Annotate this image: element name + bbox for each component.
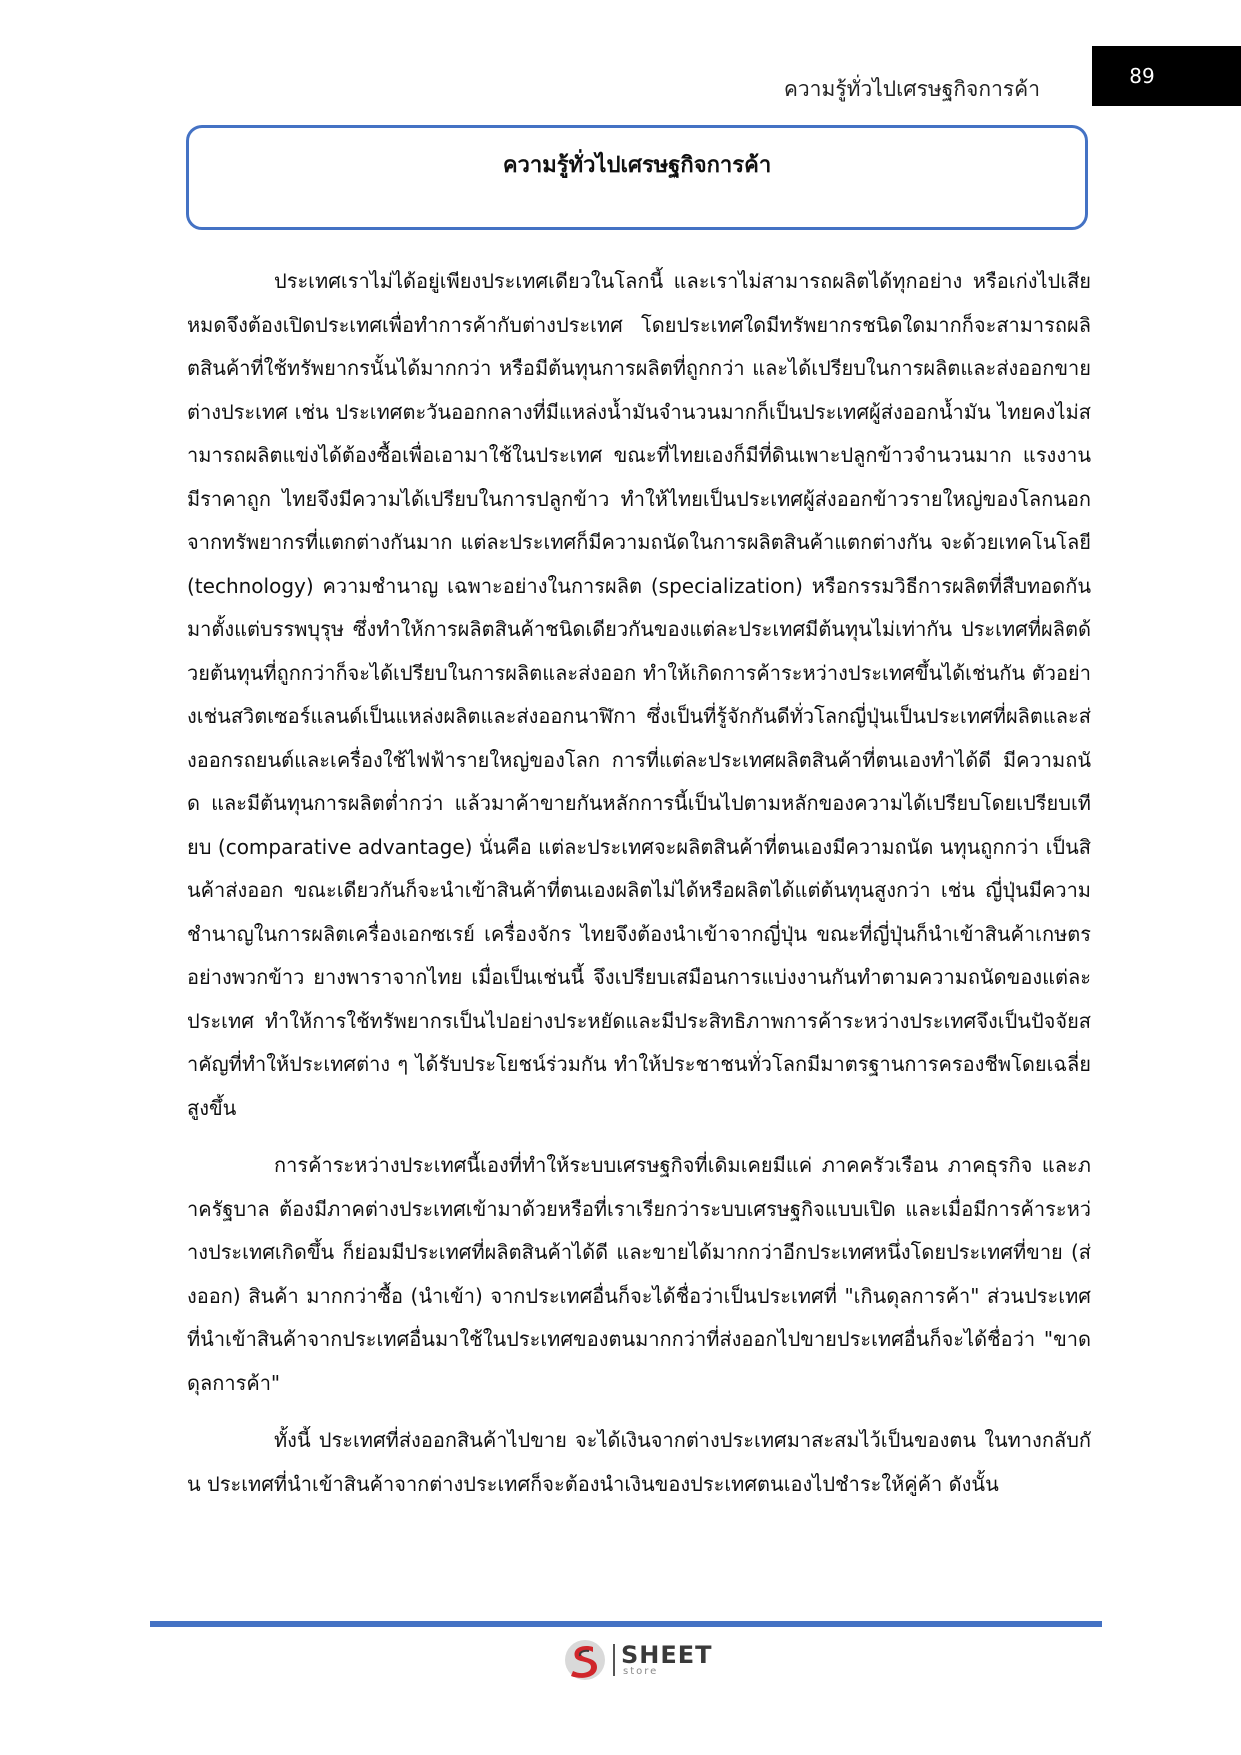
logo-divider [613, 1644, 615, 1676]
section-title: ความรู้ทั่วไปเศรษฐกิจการค้า [502, 153, 772, 178]
page-number-tab [1092, 46, 1241, 106]
body-text [187, 260, 1091, 1520]
logo-main-text: SHEET [621, 1641, 713, 1669]
paragraph-1: ประเทศเราไม่ได้อยู่เพียงประเทศเดียวในโลกนี้ และเราไม่สามารถผลิตได้ทุกอย่าง หรือเก่งไปเสียหมดจึงต้องเปิดประเทศเพื่อทำการค้ากับต่างประเทศ โดยประเทศใดมีทรัพยากรชนิดใดมากก็จะสามารถผลิตสินค้าที่ใช้ทรัพยากรนั้นได้มากกว่า หรือมีต้นทุนการผลิตที่ถูกกว่า และได้เปรียบในการผลิตและส่งออกขายต่างประเทศ เช่น ประเทศตะวันออกกลางที่มีแหล่งน้ำมันจำนวนมากก็เป็นประเทศผู้ส่งออกน้ำมัน ไทยคงไม่สามารถผลิตแข่งได้ต้องซื้อเพื่อเอามาใช้ในประเทศ ขณะที่ไทยเองก็มีที่ดินเพาะปลูกข้าวจำนวนมาก แรงงานมีราคาถูก ไทยจึงมีความได้เปรียบในการปลูกข้าว ทำให้ไทยเป็นประเทศผู้ส่งออกข้าวรายใหญ่ของโลกนอกจากทรัพยากรที่แตกต่างกันมาก แต่ละประเทศก็มีความถนัดในการผลิตสินค้าแตกต่างกัน จะด้วยเทคโนโลยี (technology) ความชำนาญ เฉพาะอย่างในการผลิต (specialization) หรือกรรมวิธีการผลิตที่สืบทอดกันมาตั้งแต่บรรพบุรุษ ซึ่งทำให้การผลิตสินค้าชนิดเดียวกันของแต่ละประเทศมีต้นทุนไม่เท่ากัน ประเทศที่ผลิตด้วยต้นทุนที่ถูกกว่าก็จะได้เปรียบในการผลิตและส่งออก ทำให้เกิดการค้าระหว่างประเทศขึ้นได้เช่นกัน ตัวอย่างเช่นสวิตเซอร์แลนด์เป็นแหล่งผลิตและส่งออกนาฬิกา ซึ่งเป็นที่รู้จักกันดีทั่วโลกญี่ปุ่นเป็นประเทศที่ผลิตและส่งออกรถยนต์และเครื่องใช้ไฟฟ้ารายใหญ่ของโลก การที่แต่ละประเทศผลิตสินค้าที่ตนเองทำได้ดี มีความถนัด และมีต้นทุนการผลิตต่ำกว่า แล้วมาค้าขายกันหลักการนี้เป็นไปตามหลักของความได้เปรียบโดยเปรียบเทียบ (comparative advantage) นั่นคือ แต่ละประเทศจะผลิตสินค้าที่ตนเองมีความถนัด นทุนถูกกว่า เป็นสินค้าส่งออก ขณะเดียวกันก็จะนำเข้าสินค้าที่ตนเองผลิตไม่ได้หรือผลิตได้แต่ต้นทุนสูงกว่า เช่น ญี่ปุ่นมีความชำนาญในการผลิตเครื่องเอกซเรย์ เครื่องจักร ไทยจึงต้องนำเข้าจากญี่ปุ่น ขณะที่ญี่ปุ่นก็นำเข้าสินค้าเกษตรอย่างพวกข้าว ยางพาราจากไทย เมื่อเป็นเช่นนี้ จึงเปรียบเสมือนการแบ่งงานกันทำตามความถนัดของแต่ละประเทศ ทำให้การใช้ทรัพยากรเป็นไปอย่างประหยัดและมีประสิทธิภาพการค้าระหว่างประเทศจึงเป็นปัจจัยสำคัญที่ทำให้ประเทศต่าง ๆ ได้รับประโยชน์ร่วมกัน ทำให้ประชาชนทั่วโลกมีมาตรฐานการครองชีพโดยเฉลี่ยสูงขึ้น [187, 269, 1091, 1120]
page-number: 89 [1129, 64, 1155, 88]
paragraph-2: การค้าระหว่างประเทศนี้เองที่ทำให้ระบบเศรษฐกิจที่เดิมเคยมีแค่ ภาคครัวเรือน ภาคธุรกิจ และภาครัฐบาล ต้องมีภาคต่างประเทศเข้ามาด้วยหรือที่เราเรียกว่าระบบเศรษฐกิจแบบเปิด และเมื่อมีการค้าระหว่างประเทศเกิดขึ้น ก็ย่อมมีประเทศที่ผลิตสินค้าได้ดี และขายได้มากกว่าอีกประเทศหนึ่งโดยประเทศที่ขาย (ส่งออก) สินค้า มากกว่าซื้อ (นำเข้า) จากประเทศอื่นก็จะได้ชื่อว่าเป็นประเทศที่ "เกินดุลการค้า" ส่วนประเทศที่นำเข้าสินค้าจากประเทศอื่นมาใช้ในประเทศของตนมากกว่าที่ส่งออกไปขายประเทศอื่นก็จะได้ชื่อว่า "ขาดดุลการค้า" [187, 1153, 1091, 1395]
sheet-store-logo [563, 1636, 723, 1684]
title-box [186, 125, 1088, 230]
logo-wordmark [621, 1643, 713, 1677]
running-header-title: ความรู้ทั่วไปเศรษฐกิจการค้า [783, 77, 1040, 101]
footer-rule [150, 1621, 1102, 1627]
sheet-store-s-icon [563, 1638, 607, 1682]
logo-sub-text: store [623, 1666, 659, 1677]
paragraph-3: ทั้งนี้ ประเทศที่ส่งออกสินค้าไปขาย จะได้เงินจากต่างประเทศมาสะสมไว้เป็นของตน ในทางกลับกัน ประเทศที่นำเข้าสินค้าจากต่างประเทศก็จะต้องนำเงินของประเทศตนเองไปชำระให้คู่ค้า ดังนั้น [187, 1428, 1091, 1496]
